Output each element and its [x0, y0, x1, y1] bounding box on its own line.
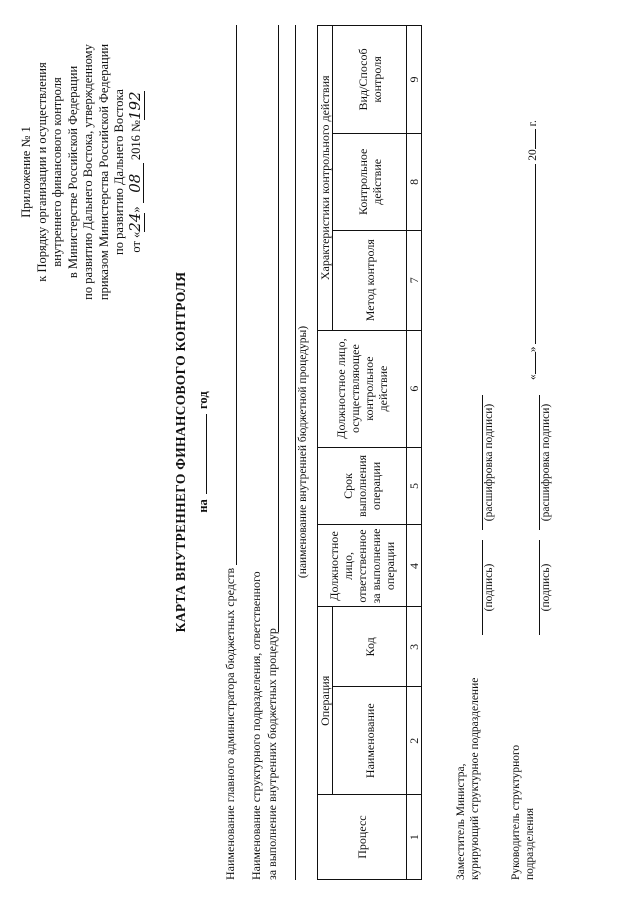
- header-process: Процесс: [318, 795, 407, 880]
- appendix-line: Приложение № 1: [19, 126, 33, 218]
- head-decode-hint: (расшифровка подписи): [540, 403, 552, 522]
- column-number: 2: [407, 687, 422, 795]
- header-name: Наименование: [333, 687, 407, 795]
- deputy-sign-hint: (подпись): [483, 563, 495, 612]
- unit-underline: [278, 25, 279, 632]
- deputy-label-line1: Заместитель Министра,: [455, 763, 467, 880]
- year-blank: [195, 414, 207, 494]
- header-responsible: Должностное лицо, ответственное за выполнение операции: [318, 525, 407, 607]
- signature-date: «» 20 г.: [527, 120, 539, 380]
- column-number: 3: [407, 607, 422, 687]
- column-number: 1: [407, 795, 422, 880]
- appendix-line: к Порядку организации и осуществления: [34, 62, 49, 282]
- column-number: 9: [407, 26, 422, 134]
- procedure-underline: [295, 25, 296, 880]
- deputy-decode-hint: (расшифровка подписи): [483, 403, 495, 522]
- header-method: Метод контроля: [333, 230, 407, 330]
- handwritten-number: 192: [125, 91, 144, 121]
- column-number-row: [407, 26, 422, 880]
- head-label-line1: Руководитель структурного: [510, 744, 522, 880]
- header-characteristics: Характеристики контрольного действия: [318, 26, 333, 331]
- appendix-line: в Министерстве Российской Федерации: [65, 65, 80, 279]
- document-title: КАРТА ВНУТРЕННЕГО ФИНАНСОВОГО КОНТРОЛЯ: [173, 271, 188, 633]
- header-type: Вид/Способ контроля: [333, 26, 407, 134]
- head-sign-hint: (подпись): [540, 563, 552, 612]
- header-action: Контрольное действие: [333, 133, 407, 230]
- appendix-line: по развитию Дальнего Востока: [112, 89, 126, 255]
- appendix-date: от «24» 08 2016 №192: [125, 91, 144, 253]
- procedure-hint: (наименование внутренней бюджетной процедуры): [297, 325, 309, 579]
- control-table: [317, 25, 422, 880]
- handwritten-month: 08: [128, 163, 145, 203]
- header-term: Срок выполнения операции: [318, 447, 407, 525]
- header-operation: Операция: [318, 607, 333, 795]
- header-controller: Должностное лицо, осуществляющее контрольное действие: [318, 330, 407, 447]
- date-year-blank: [535, 129, 536, 149]
- year-line: на год: [196, 391, 210, 513]
- column-number: 5: [407, 447, 422, 525]
- head-label-line2: подразделения: [524, 807, 536, 880]
- appendix-block: [19, 22, 144, 322]
- admin-underline: [236, 25, 237, 565]
- unit-label-line2: за выполнение внутренних бюджетных процедур: [265, 628, 279, 880]
- column-number: 4: [407, 525, 422, 607]
- date-month-blank: [535, 164, 536, 344]
- appendix-line: приказом Министерства Российской Федерации: [96, 43, 111, 301]
- appendix-line: внутреннего финансового контроля: [50, 77, 64, 267]
- rotated-sheet: [15, 12, 625, 892]
- header-code: Код: [333, 607, 407, 687]
- admin-label: Наименование главного администратора бюджетных средств: [223, 567, 237, 880]
- column-number: 7: [407, 230, 422, 330]
- column-number: 6: [407, 330, 422, 447]
- deputy-label-line2: курирующий структурное подразделение: [469, 677, 481, 880]
- date-day-blank: [535, 352, 536, 374]
- column-number: 8: [407, 133, 422, 230]
- handwritten-day: 24: [125, 212, 144, 232]
- appendix-line: по развитию Дальнего Востока, утвержденному: [81, 44, 95, 300]
- unit-label-line1: Наименование структурного подразделения, ответственного: [249, 571, 263, 880]
